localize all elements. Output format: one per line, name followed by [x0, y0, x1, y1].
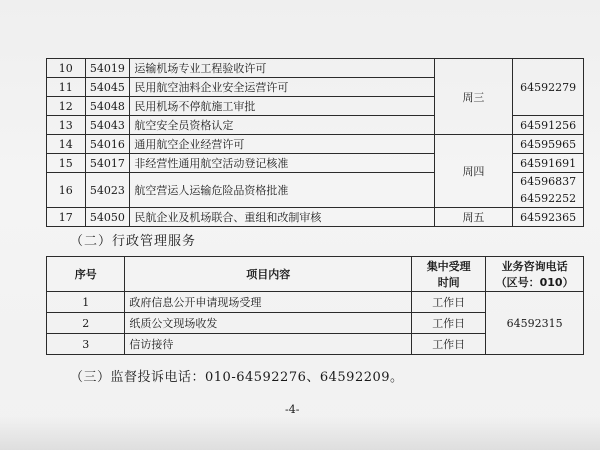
header-time [412, 257, 486, 292]
header-time-line2: 时间 [437, 276, 460, 289]
phone-cell: 64591256 [513, 116, 584, 135]
table-row [47, 208, 584, 227]
phone-cell [513, 173, 584, 208]
phone-cell: 64595965 [513, 135, 584, 154]
row-number: 1 [47, 292, 125, 313]
item-code: 54019 [85, 59, 130, 78]
item-code: 54043 [85, 116, 130, 135]
header-phone [486, 257, 584, 292]
phone-cell: 64592315 [486, 292, 584, 355]
row-number: 17 [47, 208, 86, 227]
row-number: 11 [47, 78, 86, 97]
approval-items-table [46, 58, 584, 227]
row-number: 13 [47, 116, 86, 135]
row-number: 14 [47, 135, 86, 154]
item-name: 航空营运人运输危险品资格批准 [130, 173, 434, 208]
item-code: 54017 [85, 154, 130, 173]
header-phone-line2: （区号：010） [495, 276, 574, 289]
row-number: 10 [47, 59, 86, 78]
row-number: 3 [47, 334, 125, 355]
item-code: 54023 [85, 173, 130, 208]
header-number: 序号 [47, 257, 125, 292]
page-number: -4- [285, 403, 300, 416]
item-name: 纸质公文现场收发 [125, 313, 412, 334]
time-cell: 工作日 [412, 292, 486, 313]
item-name: 民航企业及机场联合、重组和改制审核 [130, 208, 434, 227]
complaint-hotline: （三）监督投诉电话：010-64592276、64592209。 [70, 370, 404, 385]
item-name: 通用航空企业经营许可 [130, 135, 434, 154]
phone-number: 64596837 [520, 175, 577, 188]
day-cell: 周四 [434, 135, 513, 208]
item-name: 运输机场专业工程验收许可 [130, 59, 434, 78]
item-name: 政府信息公开申请现场受理 [125, 292, 412, 313]
section-heading: （二）行政管理服务 [70, 234, 197, 249]
item-name: 非经营性通用航空活动登记核准 [130, 154, 434, 173]
item-code: 54050 [85, 208, 130, 227]
item-name: 航空安全员资格认定 [130, 116, 434, 135]
item-code: 54016 [85, 135, 130, 154]
item-name: 民用航空油料企业安全运营许可 [130, 78, 434, 97]
item-code: 54048 [85, 97, 130, 116]
phone-number: 64592252 [520, 192, 577, 205]
table-row [47, 292, 584, 313]
item-name: 民用机场不停航施工审批 [130, 97, 434, 116]
table-row [47, 59, 584, 78]
row-number: 2 [47, 313, 125, 334]
item-code: 54045 [85, 78, 130, 97]
admin-services-table [46, 256, 584, 355]
time-cell: 工作日 [412, 313, 486, 334]
day-cell: 周五 [434, 208, 513, 227]
phone-cell: 64591691 [513, 154, 584, 173]
header-item: 项目内容 [125, 257, 412, 292]
row-number: 16 [47, 173, 86, 208]
table-row [47, 135, 584, 154]
item-name: 信访接待 [125, 334, 412, 355]
day-cell: 周三 [434, 59, 513, 135]
phone-cell: 64592365 [513, 208, 584, 227]
header-row [47, 257, 584, 292]
time-cell: 工作日 [412, 334, 486, 355]
row-number: 15 [47, 154, 86, 173]
header-time-line1: 集中受理 [426, 260, 471, 273]
row-number: 12 [47, 97, 86, 116]
phone-cell: 64592279 [513, 59, 584, 116]
header-phone-line1: 业务咨询电话 [501, 260, 568, 273]
